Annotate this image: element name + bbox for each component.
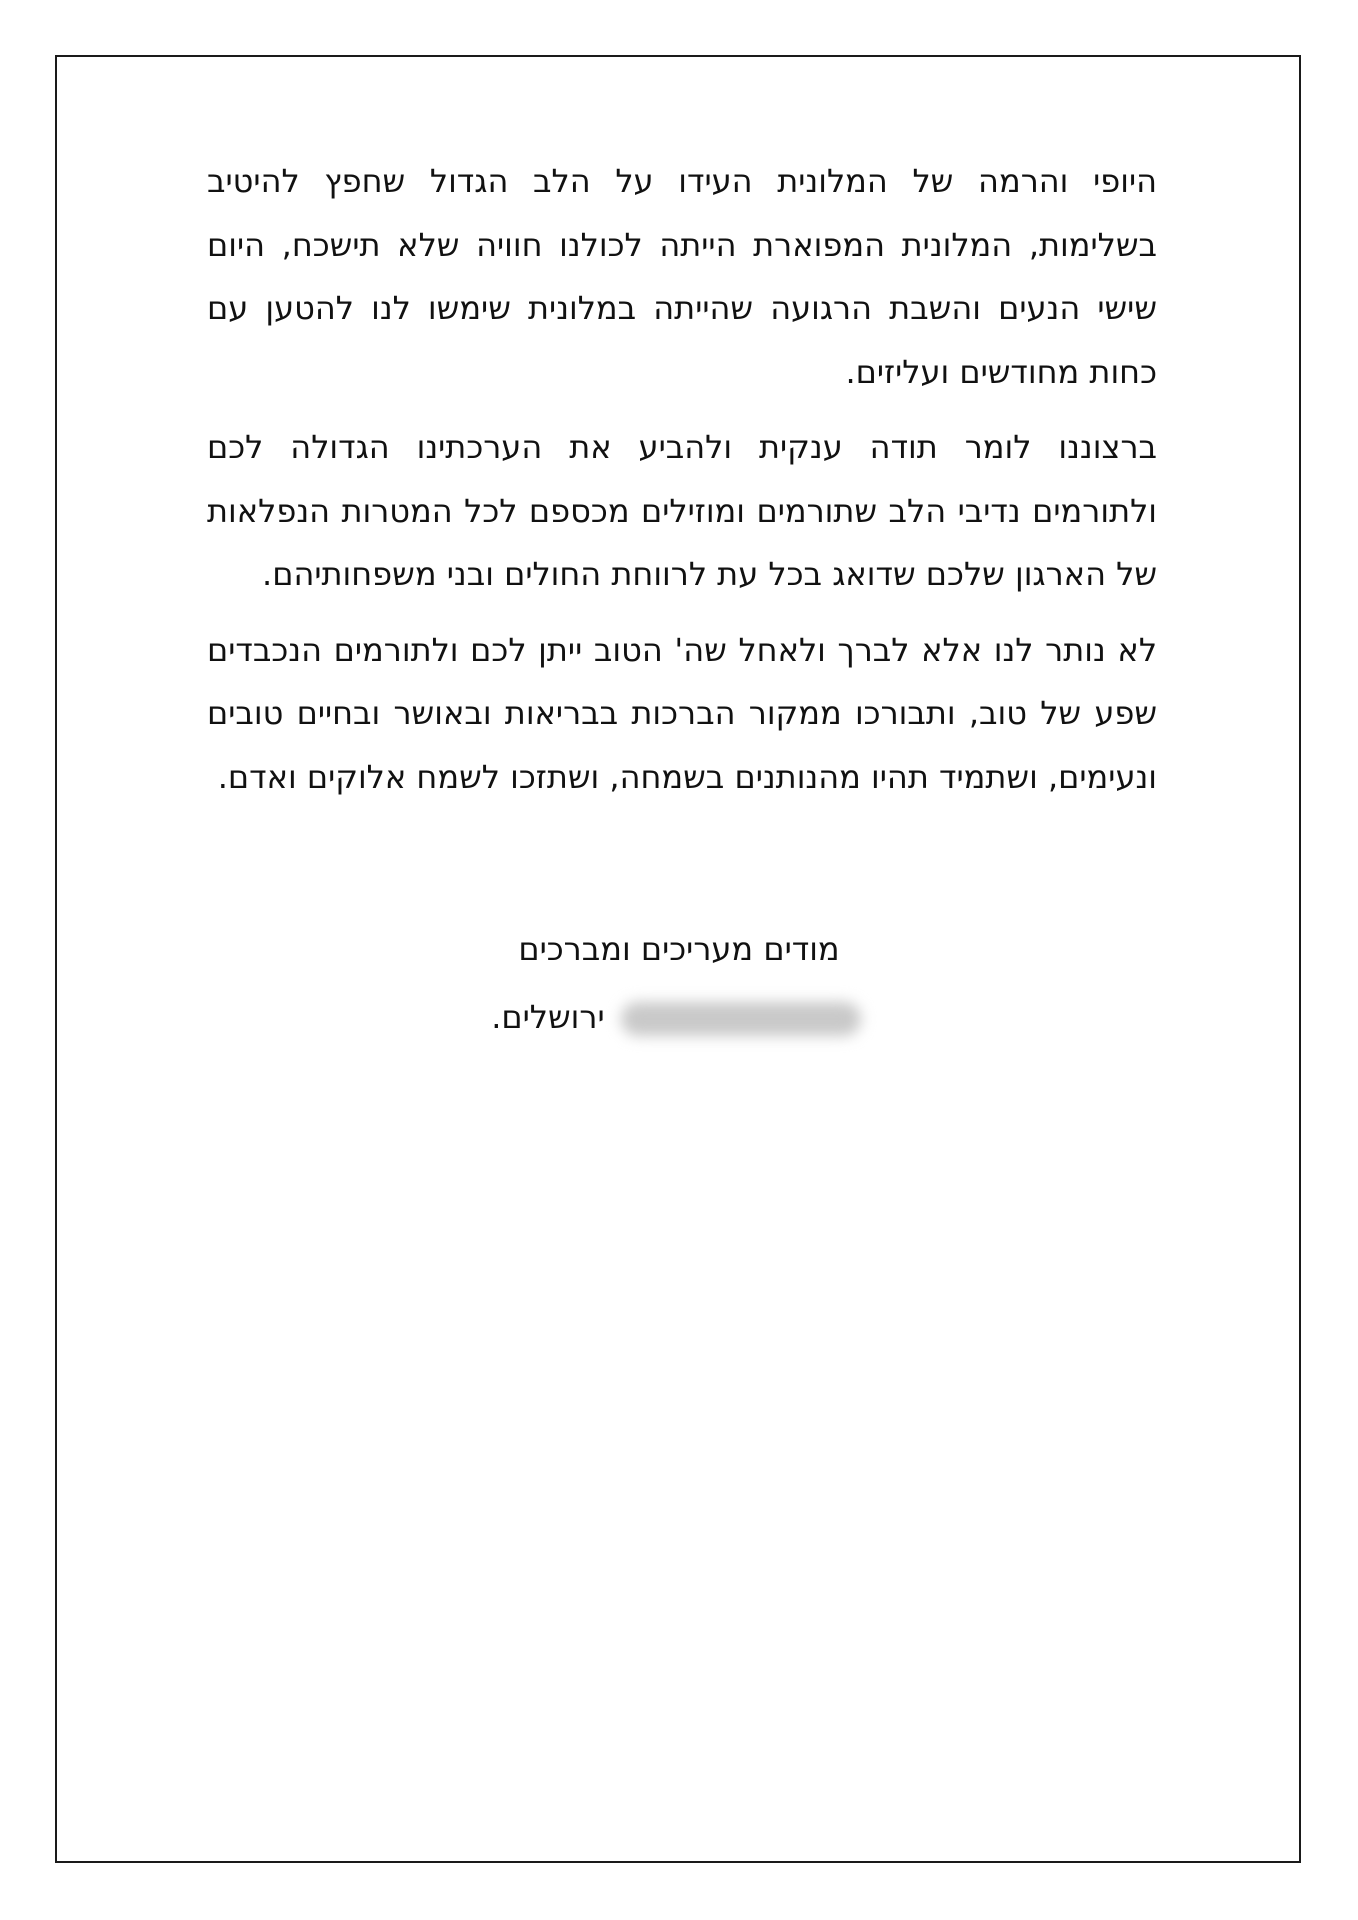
- closing-phrase: מודים מעריכים ומברכים: [518, 930, 840, 968]
- redacted-name: [621, 1002, 861, 1036]
- signature: [0, 983, 1358, 1051]
- paragraph-blessing: לא נותר לנו אלא לברך ולאחל שה' הטוב ייתן לכם ולתורמים הנכבדים שפע של טוב, ותבורכו ממקור הברכות בבריאות ובאושר ובחיים טובים ונעימים, ושתמיד תהיו מהנותנים בשמחה, ושתזכו לשמח אלוקים ואדם.: [207, 630, 1157, 796]
- signature-city: ירושלים.: [491, 998, 605, 1036]
- letter-closing: [0, 915, 1358, 1051]
- paragraph-thanks-donors: ברצוננו לומר תודה ענקית ולהביע את הערכתינו הגדולה לכם ולתורמים נדיבי הלב שתורמים ומוזילים מכספם לכל המטרות הנפלאות של הארגון שלכם שדואג בכל עת לרווחת החולים ובני משפחותיהם.: [207, 428, 1157, 593]
- paragraph-gratitude-hotel: היופי והרמה של המלונית העידו על הלב הגדול שחפץ להיטיב בשלימות, המלונית המפוארת הייתה לכולנו חוויה שלא תישכח, היום שישי הנעים והשבת הרגועה שהייתה במלונית שימשו לנו להטען עם כחות מחודשים ועליזים.: [207, 162, 1157, 391]
- letter-body: [207, 150, 1157, 821]
